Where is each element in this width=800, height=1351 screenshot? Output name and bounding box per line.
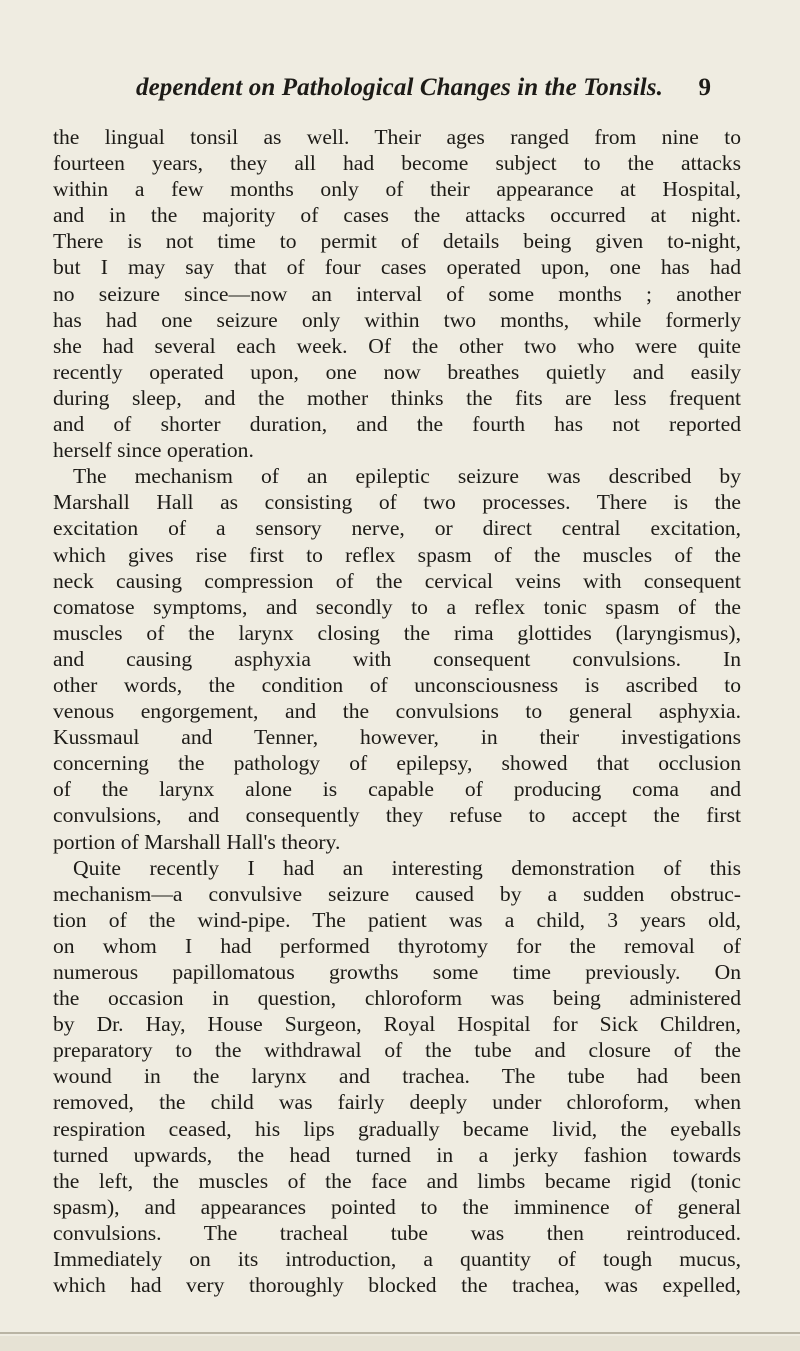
text-line: fourteen years, they all had become subject to the attacks [53,151,741,176]
text-line: which had very thoroughly blocked the trachea, was expelled, [53,1273,741,1298]
text-line: There is not time to permit of details being given to-night, [53,229,741,254]
text-line: venous engorgement, and the convulsions to general asphyxia. [53,699,741,724]
body-text [53,124,741,1298]
text-line: comatose symptoms, and secondly to a reflex tonic spasm of the [53,594,741,619]
text-line: respiration ceased, his lips gradually became livid, the eyeballs [53,1116,741,1141]
text-line: removed, the child was fairly deeply under chloroform, when [53,1090,741,1115]
text-line: preparatory to the withdrawal of the tube and closure of the [53,1038,741,1063]
text-line: convulsions. The tracheal tube was then reintroduced. [53,1220,741,1245]
text-line: numerous papillomatous growths some time previously. On [53,960,741,984]
text-line: Kussmaul and Tenner, however, in their investigations [53,725,741,750]
text-line: muscles of the larynx closing the rima glottides (laryngismus), [53,620,741,645]
text-line: but I may say that of four cases operated upon, one has had [53,255,741,280]
text-line: and of shorter duration, and the fourth has not reported [53,412,741,437]
text-line: has had one seizure only within two months, while formerly [53,307,741,332]
text-line: wound in the larynx and trachea. The tube had been [53,1064,741,1089]
text-line: no seizure since—now an interval of some months ; another [53,281,741,306]
text-line: by Dr. Hay, House Surgeon, Royal Hospital for Sick Children, [53,1012,741,1037]
text-line: herself since operation. [53,438,254,463]
text-line: The mechanism of an epileptic seizure was described by [73,464,741,489]
running-title: dependent on Pathological Changes in the Tonsils. [136,74,663,101]
text-line: turned upwards, the head turned in a jerky fashion towards [53,1142,741,1167]
text-line: and causing asphyxia with consequent convulsions. In [53,646,741,671]
text-line: other words, the condition of unconsciousness is ascribed to [53,672,741,697]
text-line: the lingual tonsil as well. Their ages ranged from nine to [53,125,741,149]
text-line: Quite recently I had an interesting demonstration of this [73,855,741,880]
page-bottom-shadow [0,1336,800,1351]
text-line: spasm), and appearances pointed to the imminence of general [53,1194,741,1219]
text-line: excitation of a sensory nerve, or direct central excitation, [53,516,741,541]
paragraph [53,463,741,854]
paragraph [53,124,741,463]
text-line: mechanism—a convulsive seizure caused by a sudden obstruc- [53,881,741,906]
text-line: Marshall Hall as consisting of two processes. There is the [53,490,741,515]
page-bottom-rule [0,1332,800,1334]
text-line: tion of the wind-pipe. The patient was a child, 3 years old, [53,907,741,932]
text-line: the occasion in question, chloroform was being administered [53,986,741,1011]
text-line: which gives rise first to reflex spasm of the muscles of the [53,542,741,567]
text-line: convulsions, and consequently they refuse to accept the first [53,803,741,828]
text-line: during sleep, and the mother thinks the fits are less frequent [53,385,741,410]
text-line: concerning the pathology of epilepsy, showed that occlusion [53,751,741,776]
text-line: on whom I had performed thyrotomy for the removal of [53,933,741,958]
text-line: portion of Marshall Hall's theory. [53,829,341,854]
text-line: Immediately on its introduction, a quantity of tough mucus, [53,1247,741,1272]
text-line: recently operated upon, one now breathes quietly and easily [53,359,741,384]
text-line: of the larynx alone is capable of producing coma and [53,777,741,802]
text-line: and in the majority of cases the attacks occurred at night. [53,203,741,228]
page-number: 9 [698,74,711,101]
running-head [136,74,711,108]
text-line: the left, the muscles of the face and limbs became rigid (tonic [53,1168,741,1193]
text-line: she had several each week. Of the other two who were quite [53,333,741,358]
text-line: within a few months only of their appearance at Hospital, [53,177,741,202]
text-line: neck causing compression of the cervical veins with consequent [53,568,741,593]
paragraph [53,855,741,1299]
